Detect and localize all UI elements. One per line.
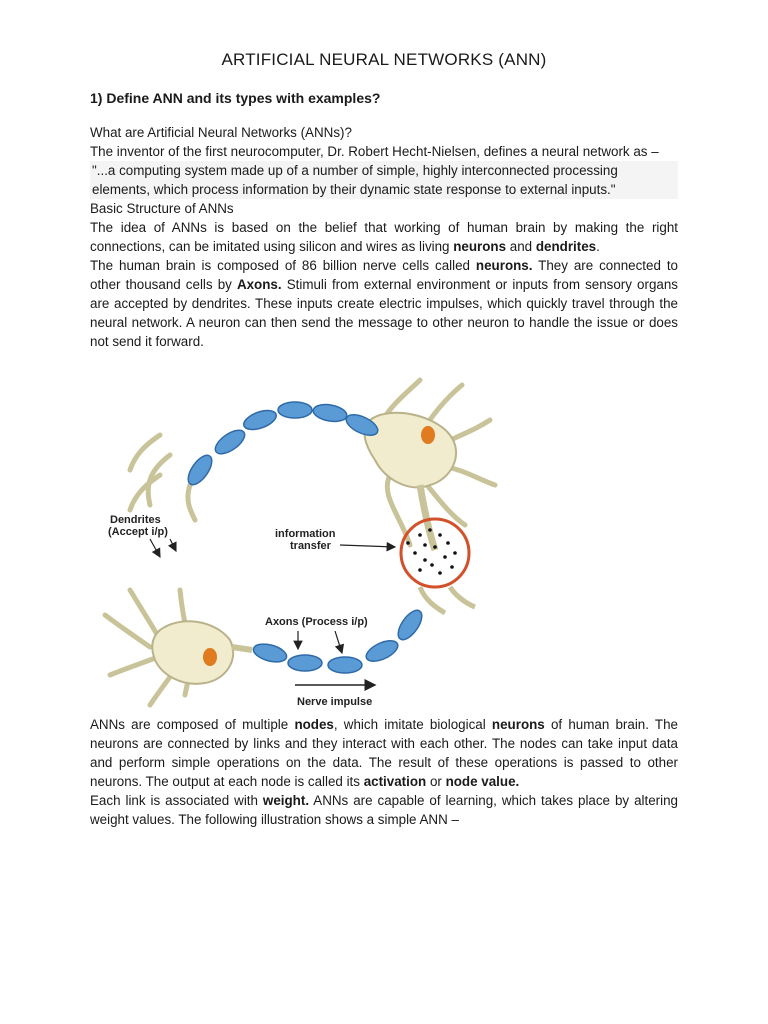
lower-cell-body — [152, 621, 233, 683]
intro-section — [90, 123, 678, 351]
impulse-label: Nerve impulse — [297, 696, 373, 708]
axons-arrow-2 — [335, 631, 342, 653]
dendrites-label: Dendrites — [110, 514, 161, 526]
lower-neuron — [105, 590, 233, 705]
axon-stem — [232, 647, 252, 650]
weight-paragraph: Each link is associated with weight. ANNs are capable of learning, which takes place by altering weight values. The following illustration shows a simple ANN – — [90, 793, 678, 827]
axon-top-chain — [184, 402, 381, 489]
definition-quote: "...a computing system made up of a number of simple, highly interconnected processing elements, which process information by their dynamic state response to external inputs." — [90, 161, 678, 199]
left-dendrite-tree — [130, 435, 195, 520]
axon-segment — [288, 655, 322, 671]
brain-paragraph: The human brain is composed of 86 billion nerve cells called neurons. They are connected to other thousand cells by Axons. Stimuli from external environment or inputs from sensory organs are accepted by dendrites. These inputs create electric impulses, which quickly travel through the neural network. A neuron can then send the message to other neuron to handle the issue or does not send it forward. — [90, 258, 678, 349]
axon-segment — [312, 402, 348, 424]
what-heading: What are Artificial Neural Networks (ANNs)? — [90, 125, 352, 140]
nodes-section — [90, 715, 678, 829]
axon-segment — [278, 402, 312, 418]
info-transfer-sub-label: transfer — [290, 540, 331, 552]
synapse-ring — [401, 519, 469, 587]
axon-segment — [211, 426, 248, 459]
upper-neuron — [365, 380, 495, 550]
dendrites-sub-label: (Accept i/p) — [108, 526, 168, 538]
axons-label: Axons (Process i/p) — [265, 616, 368, 628]
dendrites-arrow — [150, 539, 160, 557]
page-title: ARTIFICIAL NEURAL NETWORKS (ANN) — [221, 50, 547, 69]
axon-segment — [241, 407, 278, 434]
info-transfer-arrow — [340, 545, 395, 547]
upper-nucleus — [421, 426, 435, 444]
upper-cell-body — [365, 413, 457, 488]
axon-segment — [394, 606, 427, 643]
nodes-paragraph: ANNs are composed of multiple nodes, which imitate biological neurons of human brain. The neurons are connected by links and they interact with each other. The nodes can take input data and perform simple operations on the data. The result of these operations is passed to other neurons. The output at each node is called its activation or node value. — [90, 717, 679, 789]
synapse-circle — [401, 519, 475, 613]
dendrites-arrow-2 — [170, 539, 176, 551]
idea-paragraph: The idea of ANNs is based on the belief that working of human brain by making the right connections, can be imitated using silicon and wires as living neurons and dendrites. — [90, 220, 678, 254]
axon-segment — [343, 411, 381, 440]
axon-segment — [328, 657, 362, 673]
question-heading: 1) Define ANN and its types with examples? — [90, 90, 381, 106]
lower-nucleus — [203, 648, 217, 666]
axon-segment — [252, 641, 289, 665]
axon-segment — [363, 637, 401, 666]
synapse-dendrites — [420, 587, 475, 613]
axon-segment — [184, 451, 217, 488]
basic-structure-heading: Basic Structure of ANNs — [90, 201, 234, 216]
neuron-diagram — [90, 375, 505, 715]
info-transfer-label: information — [275, 528, 336, 540]
inventor-paragraph: The inventor of the first neurocomputer, Dr. Robert Hecht-Nielsen, defines a neural network as – — [90, 144, 659, 159]
